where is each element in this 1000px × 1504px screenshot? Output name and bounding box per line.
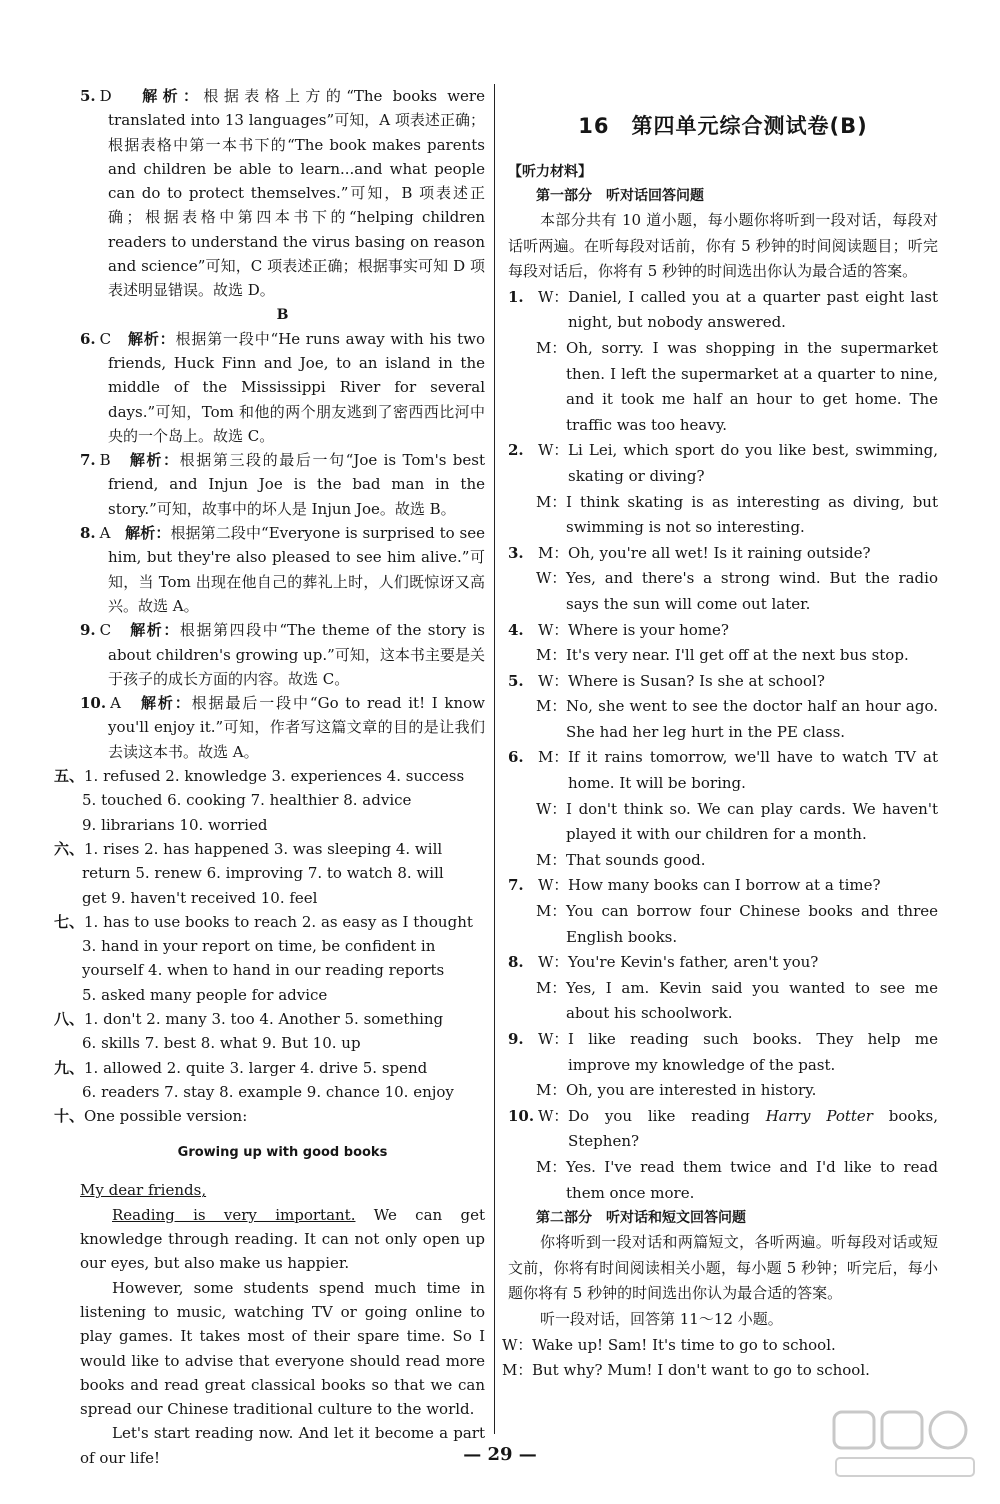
dialogue-7-reply: M： You can borrow four Chinese books and three English books.: [536, 902, 938, 946]
part-2-title: 第二部分 听对话和短文回答问题: [536, 1210, 746, 1227]
dialogue-6: 6. M： If it rains tomorrow, we'll have to watch TV at home. It will be boring.: [508, 748, 938, 793]
answer-7: 7. B 解析：根据第三段的最后一句“Joe is Tom's best friend, and Injun Joe is the bad man in the story.”可知，故事中的坏人是 Injun Joe。故选 B。: [80, 451, 485, 518]
dialogue-5-reply: M： No, she went to see the doctor half an hour ago. She had her leg hurt in the PE class.: [536, 697, 938, 741]
section-7: 七、1. has to use books to reach 2. as easy as I thought 3. hand in your report on time, be confident in yourself 4. when to hand in our reading reports 5. asked many people for advice: [54, 912, 473, 1004]
essay-paragraph-1: Reading is very important. We can get knowledge through reading. It can not only open up our eyes, but also make us happier.: [80, 1205, 485, 1273]
answer-5: 5. D 解析：根据表格上方的“The books were translated into 13 languages”可知，A 项表述正确；根据表格中第一本书下的“The book makes parents and children be able to learn...and what people can do to protect themselves.”可知，B 项表述正确；根据表格中第四本书下的“helping children readers to understand the virus basing on reason and science”可知，C 项表述正确；根据事实可知 D 项表述明显错误。故选 D。: [80, 87, 485, 300]
dialogue-4: 4. W： Where is your home?: [508, 620, 729, 639]
dialogue-3-reply: W： Yes, and there's a strong wind. But the radio says the sun will come out later.: [536, 569, 938, 613]
dialogue-2-reply: M： I think skating is as interesting as diving, but swimming is not so interesting.: [536, 492, 938, 537]
dialogue-1: 1. W： Daniel, I called you at a quarter past eight last night, but nobody answered.: [508, 287, 938, 332]
part-2-intro: 你将听到一段对话和两篇短文，各听两遍。听每段对话或短文前，你将有时间阅读相关小题，每小题 5 秒钟；听完后，每小题你将有 5 秒钟的时间选出你认为最合适的答案。: [508, 1233, 938, 1303]
section-5: 五、1. refused 2. knowledge 3. experiences 4. success 5. touched 6. cooking 7. healthier 8. advice 9. librarians 10. worried: [54, 767, 465, 834]
answer-10: 10. A 解析：根据最后一段中“Go to read it! I know you'll enjoy it.”可知，作者写这篇文章的目的是让我们去读这本书。故选 A。: [80, 694, 485, 761]
right-column: [502, 84, 938, 1384]
tail-line-2: M： But why? Mum! I don't want to go to school.: [502, 1361, 870, 1380]
dialogue-10-reply: M： Yes. I've read them twice and I'd like to read them once more.: [536, 1157, 938, 1202]
section-9: 九、1. allowed 2. quite 3. larger 4. drive 5. spend 6. readers 7. stay 8. example 9. chance 10. enjoy: [54, 1058, 454, 1101]
essay-greeting: My dear friends,: [80, 1181, 207, 1200]
answer-9: 9. C 解析：根据第四段中“The theme of the story is about children's growing up.”可知，这本书主要是关于孩子的成长方面的内容。故选 C。: [80, 621, 485, 688]
part-2-subtitle: 听一段对话，回答第 11～12 小题。: [540, 1309, 783, 1328]
essay-paragraph-2: However, some students spend much time in listening to music, watching TV or going online to play games. It takes most of their spare time. So I would like to advise that everyone should read more books and read great classical books so that we can spread our Chinese traditional culture to the world.: [80, 1278, 485, 1419]
answer-6: 6. C 解析：根据第一段中“He runs away with his two friends, Huck Finn and Joe, to an island in the middle of the Mississippi River for several days.”可知，Tom 和他的两个朋友逃到了密西西比河中央的一个岛上。故选 C。: [80, 329, 485, 445]
section-b-heading: B: [276, 306, 289, 323]
essay-title: Growing up with good books: [177, 1145, 388, 1161]
left-column: [54, 84, 485, 1470]
dialogue-5: 5. W： Where is Susan? Is she at school?: [508, 671, 825, 690]
test-title: 16 第四单元综合测试卷(B): [578, 114, 868, 138]
dialogue-9: 9. W： I like reading such books. They help me improve my knowledge of the past.: [508, 1030, 938, 1074]
answer-8: 8. A 解析：根据第二段中“Everyone is surprised to see him, but they're also pleased to see him alive.”可知，当 Tom 出现在他自己的葬礼上时，人们既惊讶又高兴。故选 A。: [80, 524, 485, 615]
section-10: 十、One possible version:: [54, 1107, 248, 1126]
column-divider: [494, 84, 495, 1434]
essay-paragraph-3: Let's start reading now. And let it become a part of our life!: [80, 1424, 485, 1467]
part-1-title: 第一部分 听对话回答问题: [536, 188, 704, 204]
dialogue-10: 10. W： Do you like reading Harry Potter books, Stephen?: [508, 1106, 938, 1151]
dialogue-2: 2. W： Li Lei, which sport do you like best, swimming, skating or diving?: [508, 441, 938, 485]
dialogue-8-reply: M： Yes, I am. Kevin said you wanted to see me about his schoolwork.: [536, 978, 938, 1023]
dialogue-3: 3. M： Oh, you're all wet! Is it raining outside?: [508, 543, 871, 562]
dialogue-9-reply: M： Oh, you are interested in history.: [536, 1081, 817, 1100]
dialogue-6-reply: M： That sounds good.: [536, 850, 706, 869]
dialogue-list: [508, 285, 938, 1104]
part-1-intro: 本部分共有 10 道小题，每小题你将听到一段对话，每段对话听两遍。在听每段对话前，你有 5 秒钟的时间阅读题目；听完每段对话后，你将有 5 秒钟的时间选出你认为最合适的答案。: [508, 211, 938, 281]
dialogue-7: 7. W： How many books can I borrow at a time?: [508, 876, 881, 895]
dialogue-4-reply: M： It's very near. I'll get off at the next bus stop.: [536, 646, 909, 665]
section-8: 八、1. don't 2. many 3. too 4. Another 5. something 6. skills 7. best 8. what 9. But 10. up: [54, 1009, 444, 1053]
watermark-logo: [830, 1408, 980, 1482]
dialogue-6-reply: W： I don't think so. We can play cards. We haven't played it with our children for a month.: [536, 799, 938, 844]
dialogue-8: 8. W： You're Kevin's father, aren't you?: [508, 953, 819, 972]
section-6: 六、1. rises 2. has happened 3. was sleeping 4. will return 5. renew 6. improving 7. to watch 8. will get 9. haven't received 10. feel: [54, 839, 444, 907]
tail-line-1: W： Wake up! Sam! It's time to go to school.: [502, 1335, 836, 1354]
page-number: — 29 —: [463, 1444, 537, 1465]
watermark-logo-icon: [830, 1408, 980, 1482]
listening-material-tag: 【听力材料】: [508, 164, 592, 180]
dialogue-1-reply: M： Oh, sorry. I was shopping in the supermarket then. I left the supermarket at a quarter to nine, and it took me half an hour to get home. The traffic was too heavy.: [536, 338, 938, 434]
